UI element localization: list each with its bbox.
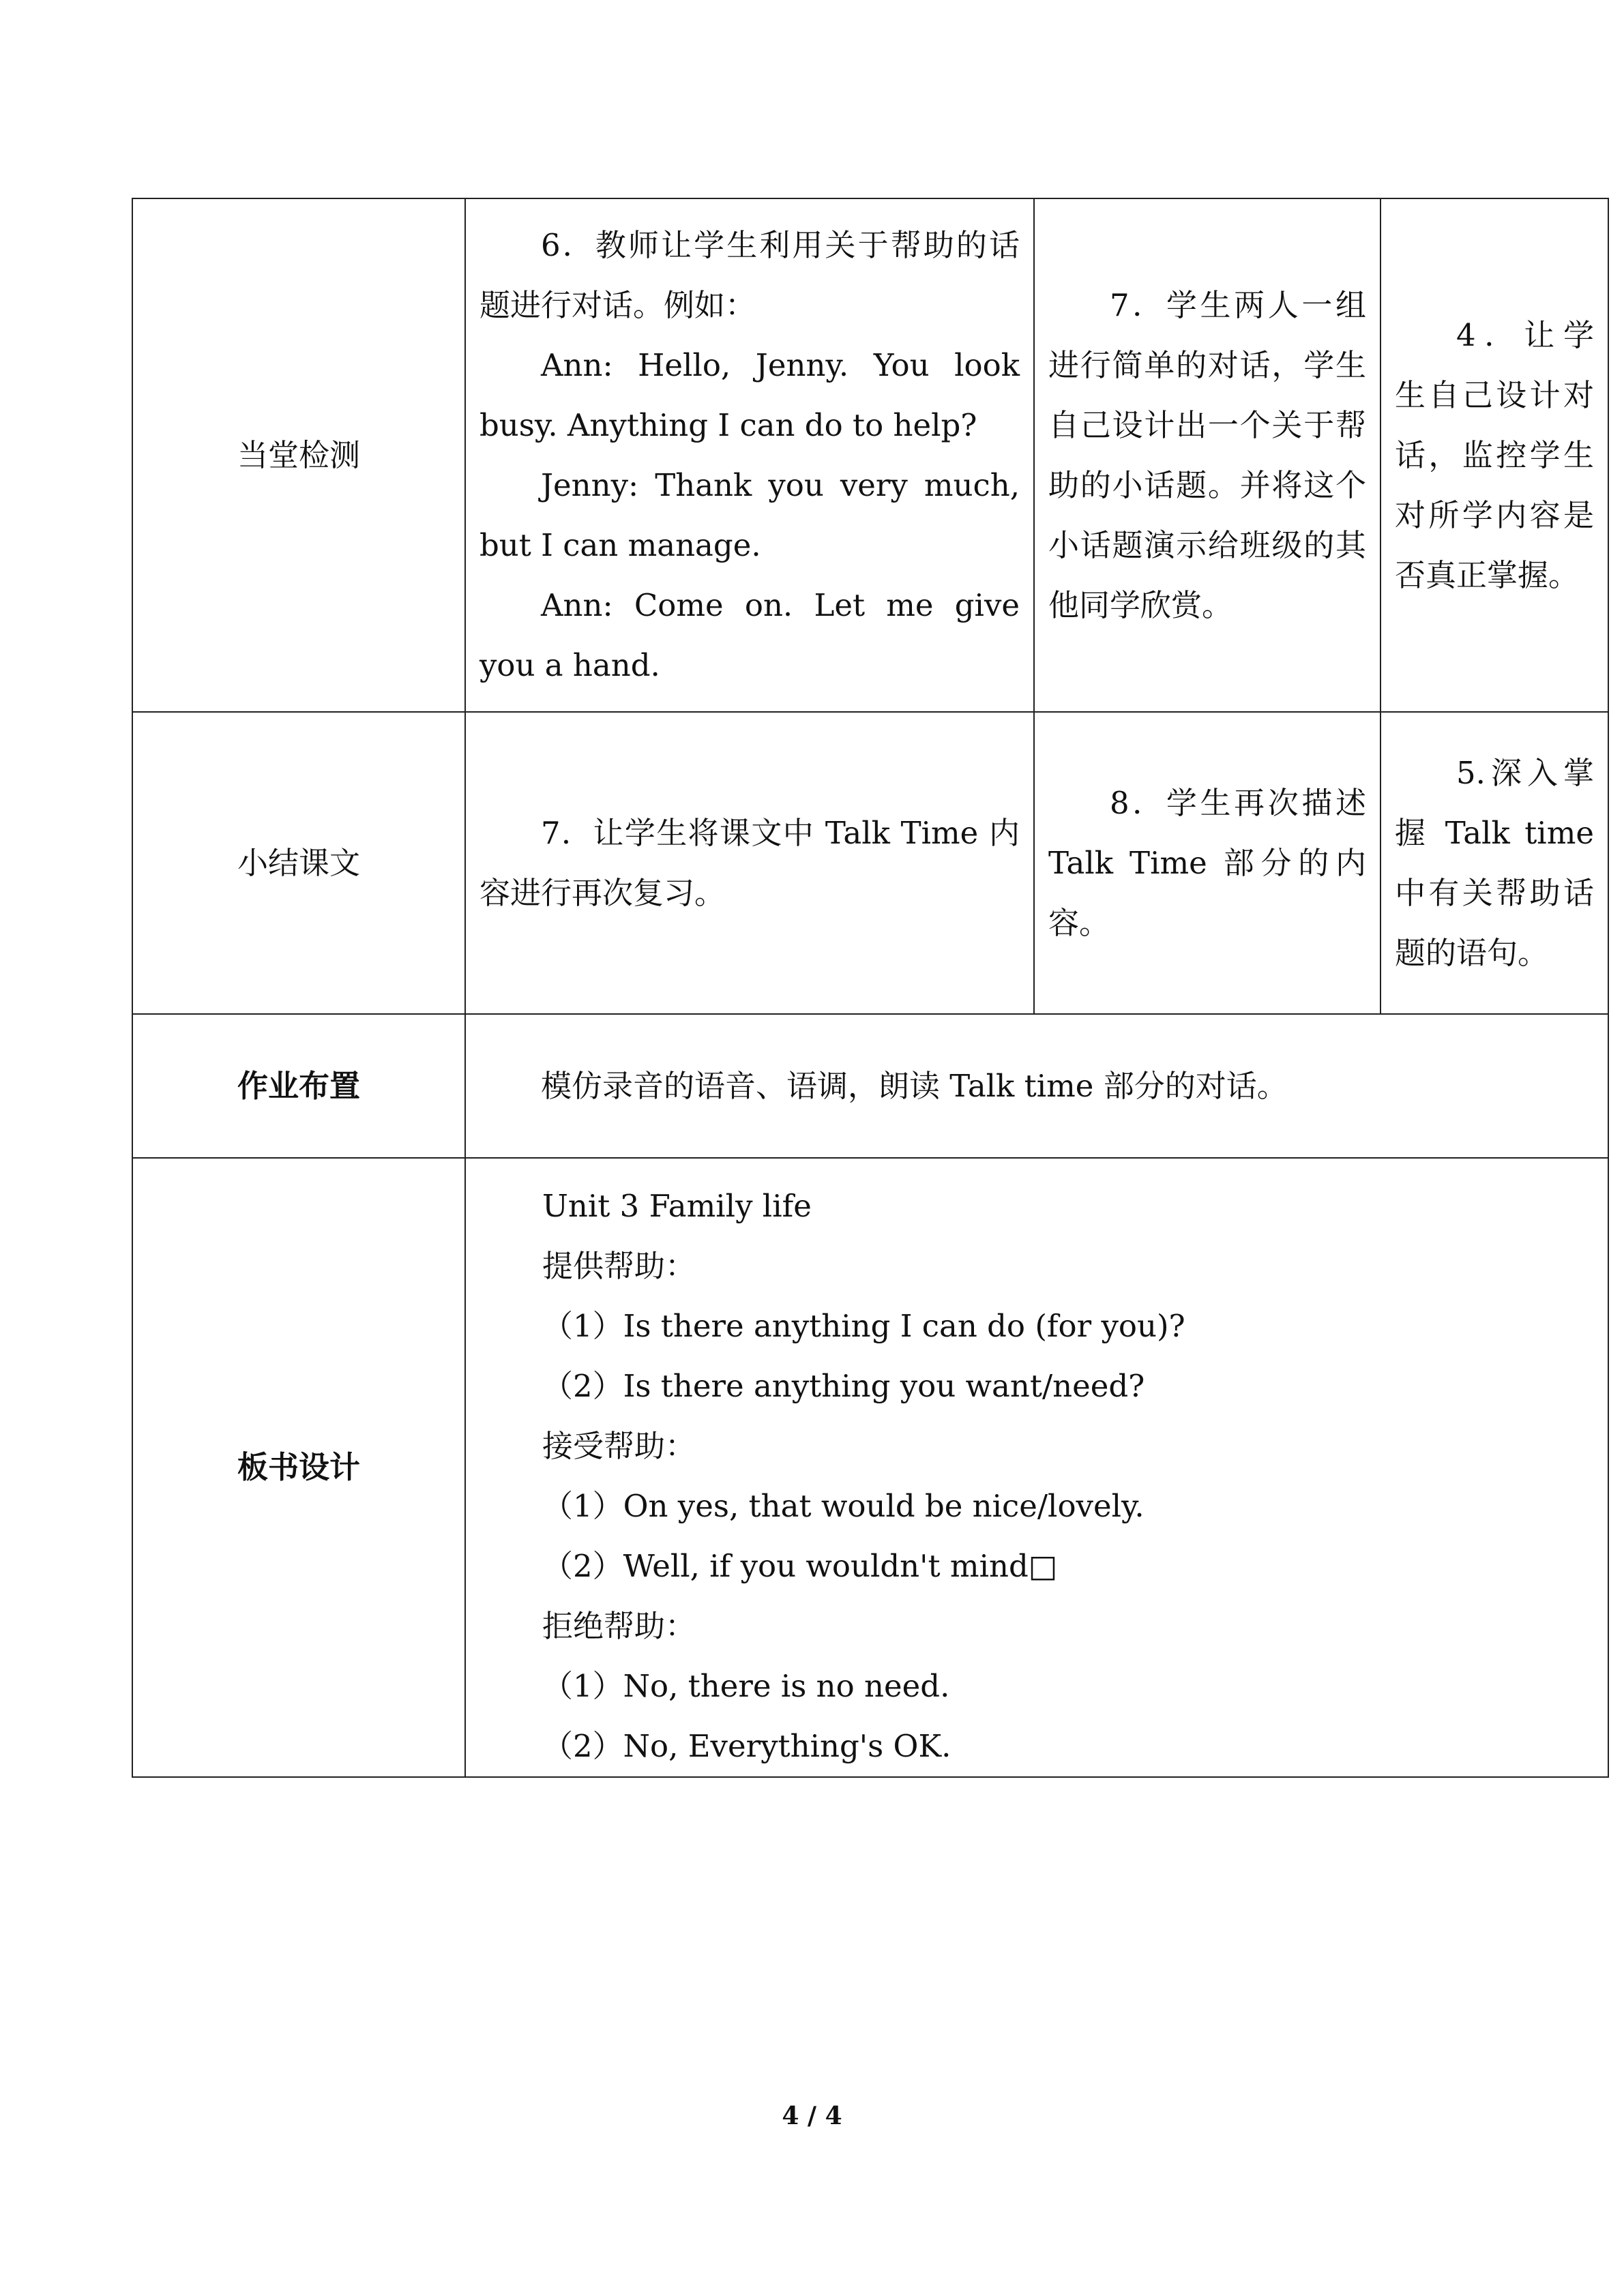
- homework-text: 模仿录音的语音、语调，朗读 Talk time 部分的对话。: [541, 1067, 1288, 1104]
- dialogue-line: Jenny: Thank you very much, but I can manage.: [479, 466, 1020, 563]
- dialogue-line: Ann: Hello, Jenny. You look busy. Anything I can do to help?: [479, 346, 1020, 443]
- teacher-activity-cell: [465, 712, 1034, 1014]
- purpose-cell: [1381, 712, 1608, 1014]
- student-text: 7．学生两人一组进行简单的对话，学生自己设计出一个关于帮助的小话题。并将这个小话题演示给班级的其他同学欣赏。: [1048, 286, 1366, 623]
- teacher-activity-cell: [465, 198, 1034, 712]
- table-row: [132, 712, 1608, 1014]
- purpose-text: 4．让学生自己设计对话，监控学生对所学内容是否真正掌握。: [1395, 316, 1594, 593]
- board-line: 拒绝帮助：: [542, 1608, 696, 1644]
- board-line: （2）Well, if you wouldn't mind□: [542, 1548, 1058, 1584]
- board-line: 接受帮助：: [542, 1428, 696, 1464]
- purpose-cell: [1381, 198, 1608, 712]
- stage-cell: 小结课文: [132, 712, 465, 1014]
- purpose-text: 5.深入掌握 Talk time 中有关帮助话题的语句。: [1395, 754, 1594, 971]
- board-line: 提供帮助：: [542, 1248, 696, 1284]
- board-line: （1）Is there anything I can do (for you)?: [542, 1308, 1185, 1344]
- homework-label: 作业布置: [132, 1014, 465, 1158]
- homework-content: [465, 1014, 1608, 1158]
- board-content: [465, 1158, 1608, 1777]
- board-line: （1）On yes, that would be nice/lovely.: [542, 1488, 1145, 1524]
- stage-cell: 当堂检测: [132, 198, 465, 712]
- teacher-text: 6．教师让学生利用关于帮助的话题进行对话。例如：: [479, 226, 1020, 323]
- student-text: 8．学生再次描述 Talk Time 部分的内容。: [1048, 784, 1366, 941]
- board-line: （2）No, Everything's OK.: [542, 1728, 951, 1764]
- page-number: 4 / 4: [782, 2102, 842, 2130]
- table-row: [132, 198, 1608, 712]
- table-row: [132, 1158, 1608, 1777]
- board-line: Unit 3 Family life: [542, 1188, 812, 1224]
- board-line: （1）No, there is no need.: [542, 1668, 950, 1704]
- lesson-plan-table: [132, 198, 1609, 1778]
- student-activity-cell: [1034, 198, 1381, 712]
- teacher-text: 7．让学生将课文中 Talk Time 内容进行再次复习。: [479, 814, 1020, 911]
- table-row: [132, 1014, 1608, 1158]
- student-activity-cell: [1034, 712, 1381, 1014]
- board-line: （2）Is there anything you want/need?: [542, 1368, 1145, 1404]
- board-label: 板书设计: [132, 1158, 465, 1777]
- dialogue-line: Ann: Come on. Let me give you a hand.: [479, 586, 1020, 683]
